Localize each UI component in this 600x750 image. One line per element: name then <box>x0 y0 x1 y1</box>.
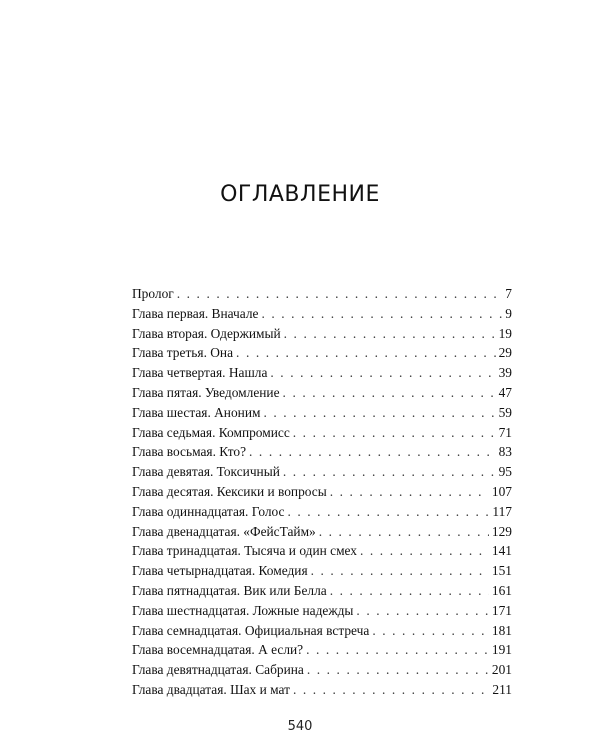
dot-leader <box>261 304 502 324</box>
toc-entry-page: 83 <box>498 444 512 460</box>
toc-entry-title: Глава тринадцатая. Тысяча и один смех <box>132 543 358 559</box>
toc-entry-page: 211 <box>492 681 512 697</box>
toc-entry[interactable] <box>132 482 512 502</box>
toc-entry-page: 171 <box>491 602 512 618</box>
toc-entry[interactable] <box>132 383 512 403</box>
dot-leader <box>307 660 489 680</box>
toc-entry-page: 181 <box>491 622 512 638</box>
toc-entry[interactable] <box>132 423 512 443</box>
dot-leader <box>360 541 489 561</box>
toc-entry-title: Глава четвертая. Нашла <box>132 365 268 381</box>
toc-entry-page: 151 <box>491 563 512 579</box>
toc-entry-title: Глава пятнадцатая. Вик или Белла <box>132 582 327 598</box>
toc-entry-page: 141 <box>491 543 512 559</box>
toc-entry[interactable] <box>132 502 512 522</box>
toc-entry[interactable] <box>132 442 512 462</box>
dot-leader <box>306 640 489 660</box>
dot-leader <box>356 601 488 621</box>
dot-leader <box>283 383 496 403</box>
toc-entry-title: Глава девятнадцатая. Сабрина <box>132 662 304 678</box>
toc-entry-title: Глава первая. Вначале <box>132 305 259 321</box>
dot-leader <box>293 680 489 700</box>
toc-entry-page: 117 <box>492 503 512 519</box>
toc-entry-page: 19 <box>498 325 512 341</box>
toc-entry-title: Глава третья. Она <box>132 345 234 361</box>
toc-entry-title: Глава двенадцатая. «ФейсТайм» <box>132 523 316 539</box>
toc-entry[interactable] <box>132 304 512 324</box>
dot-leader <box>293 423 496 443</box>
table-of-contents <box>132 284 512 700</box>
page-number: 540 <box>287 719 313 734</box>
toc-entry-title: Глава шестая. Аноним <box>132 404 261 420</box>
toc-entry-title: Глава пятая. Уведомление <box>132 384 280 400</box>
toc-entry[interactable] <box>132 561 512 581</box>
dot-leader <box>236 343 496 363</box>
dot-leader <box>319 522 489 542</box>
dot-leader <box>177 284 503 304</box>
dot-leader <box>263 403 495 423</box>
toc-entry[interactable] <box>132 581 512 601</box>
toc-entry[interactable] <box>132 660 512 680</box>
toc-entry[interactable] <box>132 601 512 621</box>
toc-entry[interactable] <box>132 541 512 561</box>
toc-heading: ОГЛАВЛЕНИЕ <box>220 182 380 207</box>
toc-entry-title: Пролог <box>132 286 174 301</box>
toc-entry[interactable] <box>132 343 512 363</box>
toc-entry-page: 71 <box>498 424 512 440</box>
toc-entry-page: 107 <box>491 483 512 499</box>
toc-entry-title: Глава девятая. Токсичный <box>132 464 280 480</box>
toc-entry[interactable] <box>132 363 512 383</box>
dot-leader <box>249 442 496 462</box>
toc-entry[interactable] <box>132 462 512 482</box>
toc-entry-title: Глава шестнадцатая. Ложные надежды <box>132 602 354 618</box>
toc-entry-title: Глава четырнадцатая. Комедия <box>132 563 308 579</box>
toc-entry-page: 201 <box>491 662 512 678</box>
toc-entry-title: Глава семнадцатая. Официальная встреча <box>132 622 370 638</box>
toc-entry[interactable] <box>132 680 512 700</box>
toc-entry[interactable] <box>132 621 512 641</box>
toc-entry-title: Глава вторая. Одержимый <box>132 325 281 341</box>
dot-leader <box>270 363 495 383</box>
toc-entry-page: 129 <box>491 523 512 539</box>
toc-entry-page: 29 <box>498 345 512 361</box>
toc-entry-title: Глава седьмая. Компромисс <box>132 424 290 440</box>
toc-entry-title: Глава десятая. Кексики и вопросы <box>132 483 327 499</box>
toc-entry[interactable] <box>132 640 512 660</box>
toc-entry-page: 39 <box>498 365 512 381</box>
toc-entry[interactable] <box>132 324 512 344</box>
dot-leader <box>283 462 496 482</box>
toc-entry[interactable] <box>132 403 512 423</box>
toc-entry-title: Глава двадцатая. Шах и мат <box>132 681 290 697</box>
dot-leader <box>330 482 489 502</box>
dot-leader <box>311 561 489 581</box>
toc-entry-page: 95 <box>498 464 512 480</box>
toc-entry-page: 59 <box>498 404 512 420</box>
toc-entry-title: Глава восьмая. Кто? <box>132 444 247 460</box>
dot-leader <box>288 502 490 522</box>
toc-entry[interactable] <box>132 522 512 542</box>
toc-entry-page: 7 <box>505 286 512 301</box>
toc-entry-page: 191 <box>491 642 512 658</box>
toc-entry-page: 9 <box>505 305 512 321</box>
dot-leader <box>372 621 489 641</box>
dot-leader <box>330 581 489 601</box>
toc-entry-page: 47 <box>498 384 512 400</box>
toc-entry-page: 161 <box>491 582 512 598</box>
dot-leader <box>284 324 496 344</box>
toc-entry[interactable] <box>132 284 512 304</box>
toc-entry-title: Глава одиннадцатая. Голос <box>132 503 285 519</box>
toc-entry-title: Глава восемнадцатая. А если? <box>132 642 304 658</box>
